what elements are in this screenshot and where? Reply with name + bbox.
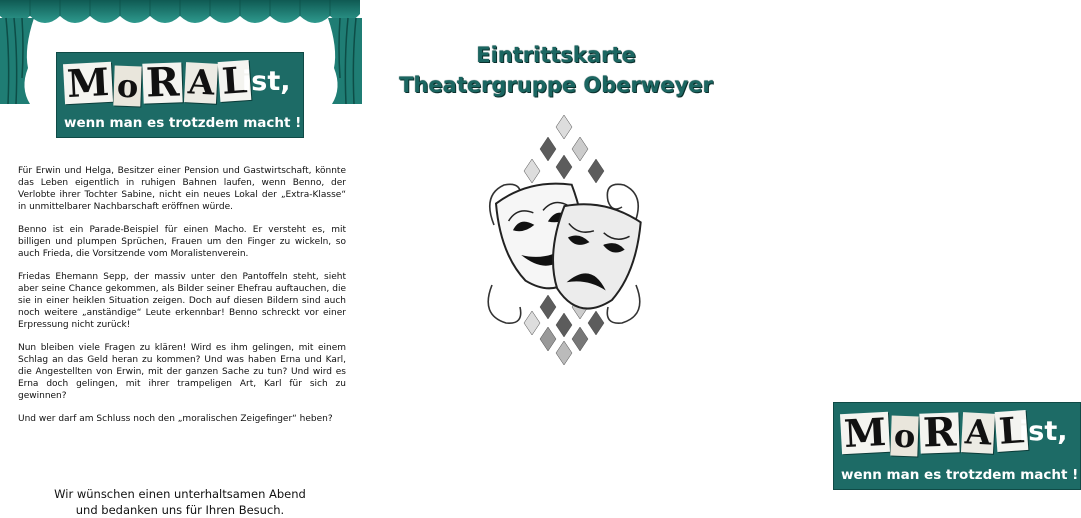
curtain-valance-icon — [0, 0, 360, 34]
moral-banner — [833, 402, 1081, 490]
moral-letter: A — [961, 412, 995, 454]
moral-letter: A — [184, 62, 218, 104]
theater-masks-icon — [484, 115, 644, 385]
moral-banner — [56, 52, 304, 138]
closing-line: und bedanken uns für Ihren Besuch. — [75, 503, 285, 517]
closing-message — [30, 486, 330, 518]
moral-letter: R — [143, 62, 184, 103]
closing-line: Wir wünschen einen unterhaltsamen Abend — [54, 487, 306, 501]
ticket-title — [384, 40, 728, 100]
theater-curtain-icon — [0, 18, 36, 108]
moral-letter: M — [840, 412, 890, 454]
story-paragraph: Für Erwin und Helga, Besitzer einer Pension und Gastwirtschaft, könnte das Leben eigentlich in ruhigen Bahnen laufen, wenn Benno, der Verlobte ihrer Tochter Sabine, nicht ein neues Lokal der „Extra-Klasse“ in unmittelbarer Nachbarschaft eröffnen würde. — [18, 166, 346, 212]
banner-subtitle: wenn man es trotzdem macht ! — [841, 467, 1079, 483]
moral-letter: L — [218, 60, 252, 102]
ticket-title-line: Eintrittskarte — [476, 43, 636, 67]
ticket-title-line: Theatergruppe Oberweyer — [399, 73, 713, 97]
moral-word — [841, 408, 1027, 458]
story-paragraph: Friedas Ehemann Sepp, der massiv unter den Pantoffeln steht, sieht aber seine Chance gekommen, als Bilder seiner Ehefrau auftauchen, die sie in einer heiklen Situation zeigen. Doch auf diesen Bildern sind auch noch weitere „anständige“ Leute erkennbar! Benno schreckt vor einer Erpressung nicht zurück! — [18, 272, 346, 330]
theater-curtain-icon — [326, 18, 362, 108]
story-text — [18, 165, 346, 436]
moral-letter: R — [920, 412, 961, 453]
moral-letter: L — [995, 410, 1029, 452]
story-paragraph: Nun bleiben viele Fragen zu klären! Wird es ihm gelingen, mit einem Schlag an das Geld heran zu kommen? Und was haben Erna und Karl, die Angestellten von Erwin, mit der ganzen Sache zu tun? Und wird es Erna doch gelingen, mit ihrer trampeligen Art, Karl für sich zu gewinnen? — [18, 343, 346, 401]
moral-letter: o — [113, 66, 142, 107]
left-page — [0, 0, 384, 516]
right-page — [384, 0, 1079, 516]
moral-letter: o — [890, 416, 919, 457]
story-paragraph: Und wer darf am Schluss noch den „moralischen Zeigefinger“ heben? — [18, 414, 333, 424]
moral-letter: M — [63, 62, 113, 104]
banner-ist-text: ist, — [1019, 416, 1068, 447]
moral-word — [64, 58, 250, 108]
banner-ist-text: ist, — [242, 66, 291, 97]
banner-subtitle: wenn man es trotzdem macht ! — [64, 115, 302, 131]
story-paragraph: Benno ist ein Parade-Beispiel für einen Macho. Er versteht es, mit billigen und plumpen Sprüchen, Frauen um den Finger zu wickeln, so auch Frieda, die Vorsitzende vom Moralistenverein. — [18, 225, 346, 259]
